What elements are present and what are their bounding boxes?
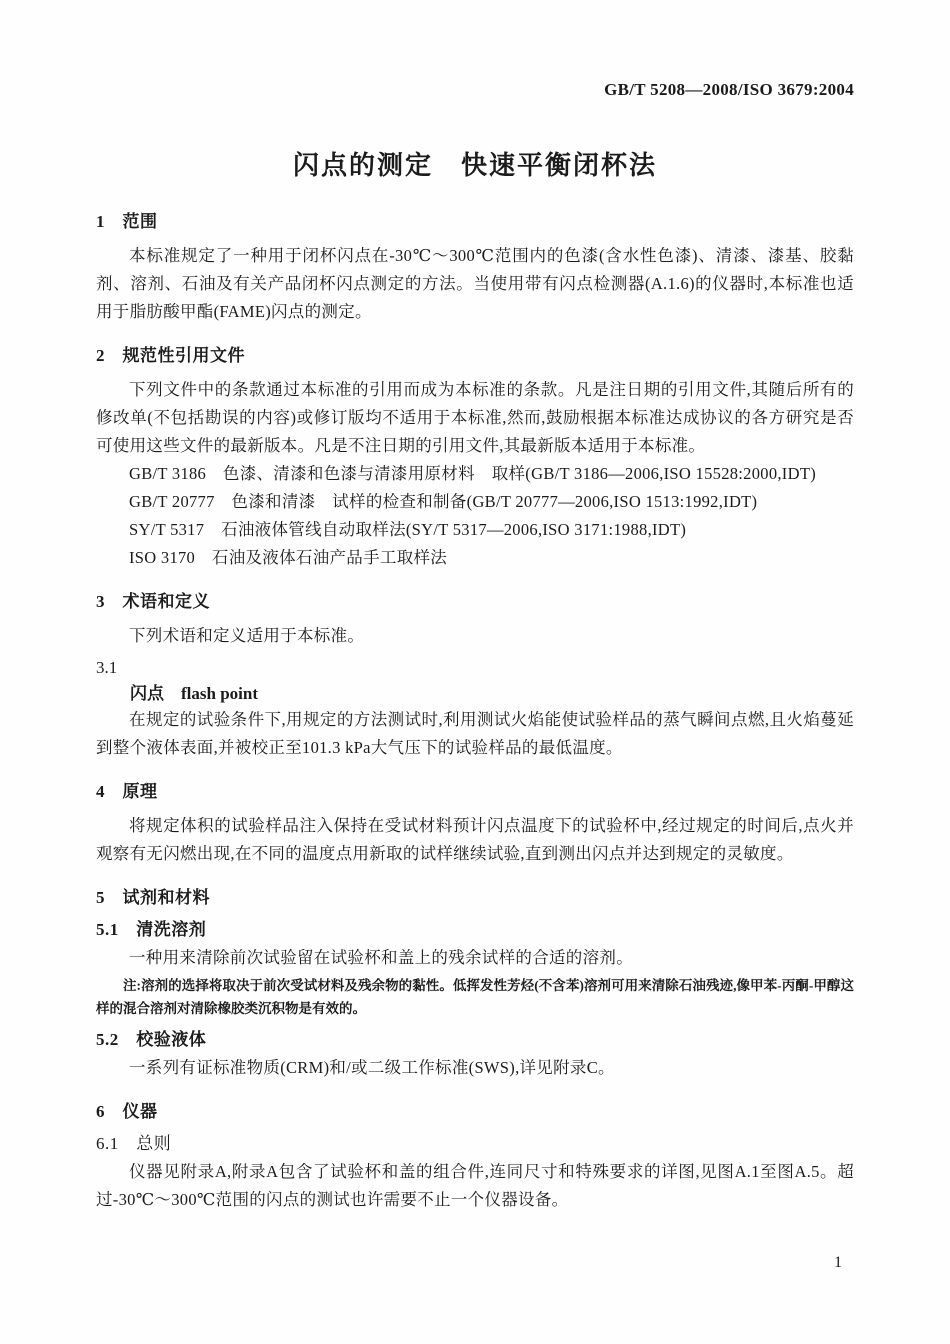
document-header (96, 80, 854, 100)
clause-3-1-definition: 在规定的试验条件下,用规定的方法测试时,利用测试火焰能使试验样品的蒸气瞬间点燃,且火焰蔓延到整个液体表面,并被校正至101.3 kPa大气压下的试验样品的最低温度。 (96, 710, 854, 757)
section-2-heading: 2 规范性引用文件 (96, 346, 245, 365)
section-reagents-materials (96, 886, 854, 1082)
clause-5-1-paragraph: 一种用来清除前次试验留在试验杯和盖上的残余试样的合适的溶剂。 (129, 948, 633, 967)
section-3-paragraph: 下列术语和定义适用于本标准。 (129, 626, 365, 645)
clause-5-1-heading: 5.1 清洗溶剂 (96, 920, 207, 939)
section-5-heading: 5 试剂和材料 (96, 888, 210, 907)
clause-5-2-paragraph: 一系列有证标准物质(CRM)和/或二级工作标准(SWS),详见附录C。 (129, 1058, 615, 1077)
reference-item: ISO 3170 石油及液体石油产品手工取样法 (129, 548, 448, 567)
section-1-heading: 1 范围 (96, 212, 158, 231)
standard-code: GB/T 5208—2008/ISO 3679:2004 (604, 80, 854, 99)
clause-5-1-note: 注:溶剂的选择将取决于前次受试材料及残余物的黏性。低挥发性芳烃(不含苯)溶剂可用来清除石油残迹,像甲苯-丙酮-甲醇这样的混合溶剂对清除橡胶类沉积物是有效的。 (96, 978, 854, 1016)
clause-6-1-paragraph: 仪器见附录A,附录A包含了试验杯和盖的组合件,连同尺寸和特殊要求的详图,见图A.1至图A.5。超过-30℃～300℃范围的闪点的测试也许需要不止一个仪器设备。 (96, 1162, 854, 1209)
reference-item: GB/T 3186 色漆、清漆和色漆与清漆用原材料 取样(GB/T 3186—2006,ISO 15528:2000,IDT) (129, 464, 816, 483)
section-6-heading: 6 仪器 (96, 1102, 158, 1121)
page-number: 1 (834, 1254, 842, 1271)
section-normative-references (96, 344, 854, 572)
document-title: 闪点的测定 快速平衡闭杯法 (292, 151, 657, 180)
clause-3-1-term: 闪点 flash point (130, 684, 258, 703)
clause-5-2-heading: 5.2 校验液体 (96, 1030, 207, 1049)
reference-item: SY/T 5317 石油液体管线自动取样法(SY/T 5317—2006,ISO 3171:1988,IDT) (129, 520, 687, 539)
section-scope (96, 210, 854, 326)
reference-item: GB/T 20777 色漆和清漆 试样的检查和制备(GB/T 20777—2006,ISO 1513:1992,IDT) (129, 492, 758, 511)
section-4-paragraph: 将规定体积的试验样品注入保持在受试材料预计闪点温度下的试验杯中,经过规定的时间后,点火并观察有无闪燃出现,在不同的温度点用新取的试样继续试验,直到测出闪点并达到规定的灵敏度。 (96, 816, 854, 863)
section-1-paragraph: 本标准规定了一种用于闭杯闪点在-30℃～300℃范围内的色漆(含水性色漆)、清漆、漆基、胶黏剂、溶剂、石油及有关产品闭杯闪点测定的方法。当使用带有闪点检测器(A.1.6)的仪器时,本标准也适用于脂肪酸甲酯(FAME)闪点的测定。 (96, 246, 854, 321)
clause-3-1-number: 3.1 (96, 658, 118, 677)
section-terms-definitions (96, 590, 854, 762)
section-4-heading: 4 原理 (96, 782, 158, 801)
section-3-heading: 3 术语和定义 (96, 592, 210, 611)
section-2-paragraph: 下列文件中的条款通过本标准的引用而成为本标准的条款。凡是注日期的引用文件,其随后所有的修改单(不包括勘误的内容)或修订版均不适用于本标准,然而,鼓励根据本标准达成协议的各方研究是否可使用这些文件的最新版本。凡是不注日期的引用文件,其最新版本适用于本标准。 (96, 380, 854, 455)
section-apparatus (96, 1100, 854, 1214)
clause-6-1-heading: 6.1 总则 (96, 1134, 172, 1153)
section-principle (96, 780, 854, 868)
